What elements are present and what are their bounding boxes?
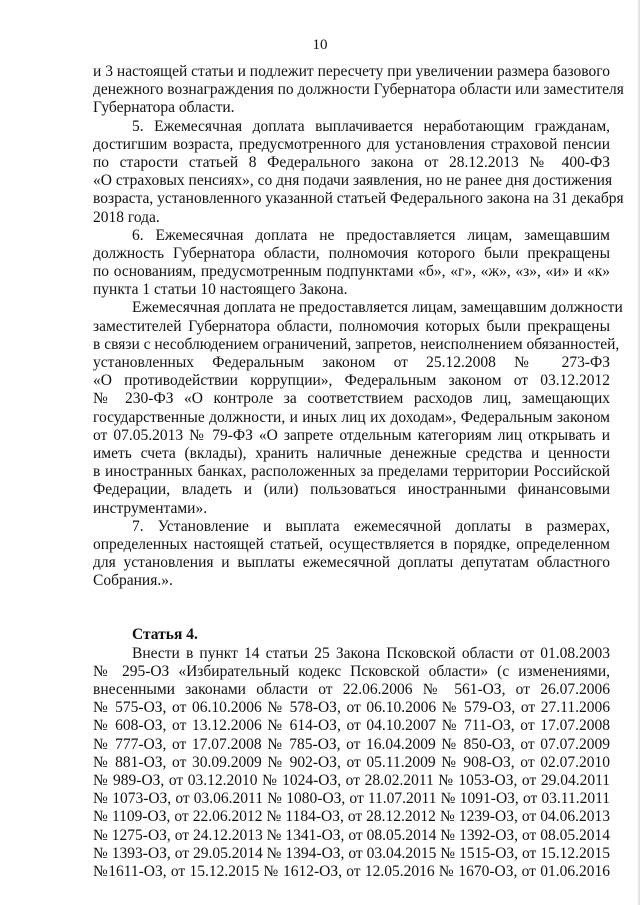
text-line: № 777-ОЗ, от 17.07.2008 № 785-ОЗ, от 16.04.2009 № 850-ОЗ, от 07.07.2009	[93, 735, 610, 753]
text-line: для установления и выплаты ежемесячной доплаты депутатам областного	[93, 554, 610, 572]
text-line: по основаниям, предусмотренным подпунктами «б», «г», «ж», «з», «и» и «к»	[93, 263, 610, 281]
article-4-line: Внести в пункт 14 статьи 25 Закона Псковской области от 01.08.2003	[132, 644, 610, 662]
document-body	[93, 63, 624, 881]
text-line: в связи с несоблюдением ограничений, запретов, неисполнением обязанностей,	[93, 335, 620, 353]
paragraph-6-line: 6. Ежемесячная доплата не предоставляется лицам, замещавшим	[132, 226, 610, 244]
text-line: внесенными законами области от 22.06.2006 № 561-ОЗ, от 26.07.2006	[93, 681, 610, 698]
text-line: «О противодействии коррупции», Федеральным законом от 03.12.2012	[93, 372, 610, 390]
text-line: № 1393-ОЗ, от 29.05.2014 № 1394-ОЗ, от 03.04.2015 № 1515-ОЗ, от 15.12.2015	[93, 844, 610, 862]
page-number: 10	[312, 37, 328, 53]
text-line: в иностранных банках, расположенных за пределами территории Российской	[93, 463, 610, 481]
text-line: установленных Федеральным законом от 25.12.2008 № 273-ФЗ	[93, 354, 610, 371]
text-line: № 1109-ОЗ, от 22.06.2012 № 1184-ОЗ, от 28.12.2012 № 1239-ОЗ, от 04.06.2013	[93, 808, 610, 826]
text-line: государственные должности, и иных лиц их доходам», Федеральным законом	[93, 408, 610, 426]
text-line: № 230-ФЗ «О контроле за соответствием расходов лиц, замещающих	[93, 390, 610, 408]
text-line: денежного вознаграждения по должности Губернатора области или заместителя	[93, 81, 624, 99]
text-line: достигшим возраста, предусмотренного для установления страховой пенсии	[93, 135, 610, 153]
text-line: Губернатора области.	[93, 99, 235, 117]
text-line: определенных настоящей статьей, осуществляется в порядке, определенном	[93, 535, 610, 553]
text-line: «О страховых пенсиях», со дня подачи заявления, но не ранее дня достижения	[93, 172, 613, 190]
text-line: № 1073-ОЗ, от 03.06.2011 № 1080-ОЗ, от 11.07.2011 № 1091-ОЗ, от 03.11.2011	[93, 790, 610, 808]
text-line: и 3 настоящей статьи и подлежит пересчету при увеличении размера базового	[93, 63, 610, 80]
text-line: № 575-ОЗ, от 06.10.2006 № 578-ОЗ, от 06.10.2006 № 579-ОЗ, от 27.11.2006	[93, 699, 610, 717]
text-line: 2018 года.	[93, 208, 160, 226]
text-line: заместителей Губернатора области, полномочия которых были прекращены	[93, 317, 610, 335]
text-line: по старости статьей 8 Федерального закона от 28.12.2013 № 400-ФЗ	[93, 153, 610, 171]
text-line: № 1275-ОЗ, от 24.12.2013 № 1341-ОЗ, от 08.05.2014 № 1392-ОЗ, от 08.05.2014	[93, 826, 610, 844]
paragraph-5-line: 5. Ежемесячная доплата выплачивается неработающим гражданам,	[132, 117, 610, 135]
text-line: Федерации, владеть и (или) пользоваться иностранными финансовыми	[93, 481, 610, 499]
text-line: инструментами».	[93, 499, 208, 517]
text-line: № 608-ОЗ, от 13.12.2006 № 614-ОЗ, от 04.10.2007 № 711-ОЗ, от 17.07.2008	[93, 717, 610, 735]
text-line: № 989-ОЗ, от 03.12.2010 № 1024-ОЗ, от 28.02.2011 № 1053-ОЗ, от 29.04.2011	[93, 771, 610, 789]
article-heading: Статья 4.	[132, 626, 198, 644]
text-line: №1611-ОЗ, от 15.12.2015 № 1612-ОЗ, от 12.05.2016 № 1670-ОЗ, от 01.06.2016	[93, 862, 610, 880]
text-line: Собрания.».	[93, 572, 173, 590]
text-line: иметь счета (вклады), хранить наличные денежные средства и ценности	[93, 444, 610, 462]
section-gap	[93, 590, 610, 626]
paragraph-7-line: 7. Установление и выплата ежемесячной доплаты в размерах,	[132, 517, 610, 535]
text-line: № 881-ОЗ, от 30.09.2009 № 902-ОЗ, от 05.11.2009 № 908-ОЗ, от 02.07.2010	[93, 753, 610, 771]
text-line: от 07.05.2013 № 79-ФЗ «О запрете отдельным категориям лиц открывать и	[93, 426, 610, 444]
text-line: должность Губернатора области, полномочия которого были прекращены	[93, 244, 610, 262]
text-line: возраста, установленного указанной статьей Федерального закона на 31 декабря	[93, 190, 624, 208]
text-line: пункта 1 статьи 10 настоящего Закона.	[93, 281, 348, 299]
paragraph-line: Ежемесячная доплата не предоставляется лицам, замещавшим должности	[132, 299, 623, 317]
text-line: № 295-ОЗ «Избирательный кодекс Псковской области» (с изменениями,	[93, 662, 610, 680]
